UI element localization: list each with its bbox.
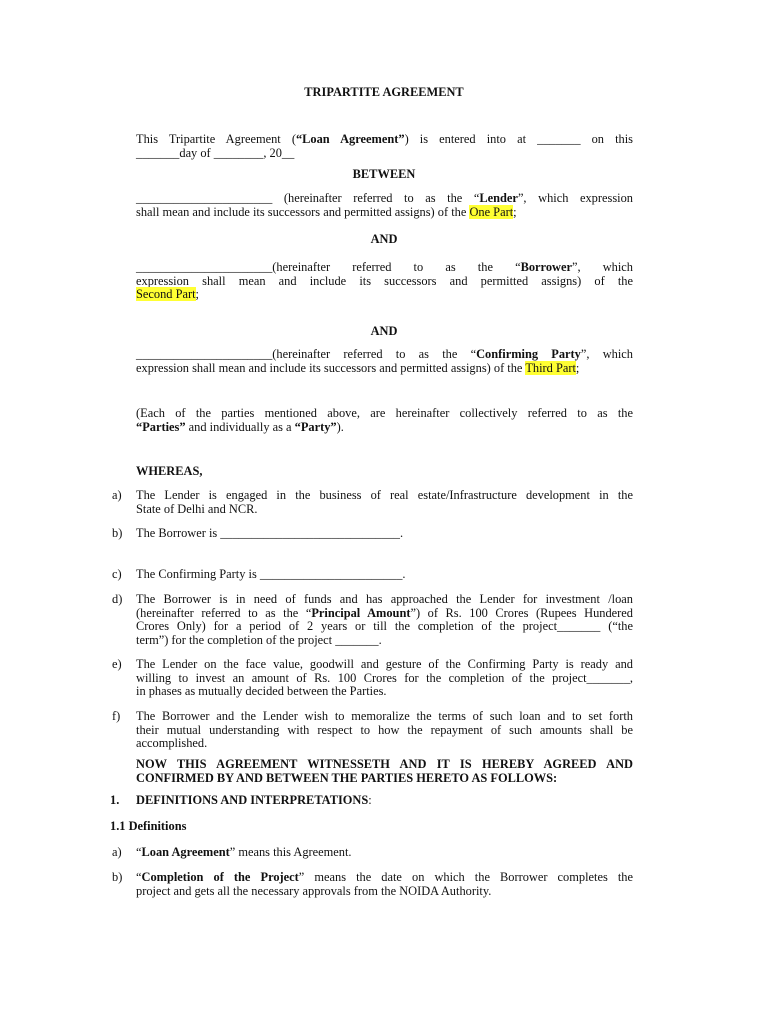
recital-a-marker: a) [112, 488, 122, 502]
loan-agreement-definition-term: Loan Agreement [141, 845, 230, 859]
and-heading-1: AND [370, 232, 398, 246]
whereas-heading: WHEREAS, [136, 464, 203, 478]
second-part-highlight: Second Part [136, 287, 196, 301]
definition-a: “Loan Agreement” means this Agreement. [136, 845, 352, 859]
between-heading: BETWEEN [352, 167, 416, 181]
definition-b: “Completion of the Project” means the date on which the Borrower completes the project and gets all the necessary approvals from the NOIDA Authority. [136, 870, 633, 898]
recital-f-marker: f) [112, 709, 121, 723]
borrower-paragraph: ______________________(hereinafter referred to as the “Borrower”, which expression shall mean and include its successors and permitted assigns) of the Second Part; [136, 260, 634, 301]
recital-d: The Borrower is in need of funds and has approached the Lender for investment /loan (hereinafter referred to as the “Principal Amount”) of Rs. 100 Crores (Rupees Hundered Crores Only) for a period of 2 years or till the completion of the project_______ (“the term”) for the completion of the project _______. [136, 592, 633, 647]
recital-b-marker: b) [112, 526, 123, 540]
and-heading-2: AND [370, 324, 398, 338]
witnesseth-paragraph: NOW THIS AGREEMENT WITNESSETH AND IT IS HEREBY AGREED AND CONFIRMED BY AND BETWEEN THE PARTIES HERETO AS FOLLOWS: [136, 757, 633, 785]
confirming-party-paragraph: ______________________(hereinafter referred to as the “Confirming Party”, which expression shall mean and include its successors and permitted assigns) of the Third Part; [136, 347, 633, 375]
intro-paragraph: This Tripartite Agreement (“Loan Agreement”) is entered into at _______ on this _______day of ________, 20__ [136, 132, 634, 160]
confirming-party-term: Confirming Party [476, 347, 581, 361]
lender-paragraph: ______________________ (hereinafter referred to as the “Lender”, which expression shall mean and include its successors and permitted assigns) of the One Part; [136, 191, 633, 219]
recital-f: The Borrower and the Lender wish to memoralize the terms of such loan and to set forth their mutual understanding with respect to how the repayment of such amounts shall be accomplished. [136, 709, 633, 750]
lender-term: Lender [479, 191, 518, 205]
section-1-heading: DEFINITIONS AND INTERPRETATIONS: [136, 793, 372, 807]
section-1-1-heading: 1.1 Definitions [110, 819, 187, 833]
recital-b: The Borrower is _____________________________. [136, 526, 404, 540]
section-1-number: 1. [110, 793, 120, 807]
recital-d-marker: d) [112, 592, 123, 606]
document-title: TRIPARTITE AGREEMENT [304, 85, 464, 99]
loan-agreement-term: “Loan Agreement” [295, 132, 405, 146]
recital-e: The Lender on the face value, goodwill and gesture of the Confirming Party is ready and willing to invest an amount of Rs. 100 Crores for the completion of the project_______, in phases as mutually decided between the Parties. [136, 657, 633, 698]
recital-a: The Lender is engaged in the business of real estate/Infrastructure development in the State of Delhi and NCR. [136, 488, 633, 516]
definition-b-marker: b) [112, 870, 123, 884]
parties-paragraph: (Each of the parties mentioned above, are hereinafter collectively referred to as the “Parties” and individually as a “Party”). [136, 406, 633, 434]
recital-c: The Confirming Party is _______________________. [136, 567, 406, 581]
recital-c-marker: c) [112, 567, 122, 581]
principal-amount-term: Principal Amount [311, 605, 411, 620]
one-part-highlight: One Part [469, 204, 514, 219]
completion-of-project-term: Completion of the Project [141, 870, 299, 884]
third-part-highlight: Third Part [525, 360, 576, 375]
borrower-term: Borrower [520, 260, 572, 274]
party-term: “Party” [294, 419, 337, 434]
recital-e-marker: e) [112, 657, 122, 671]
definition-a-marker: a) [112, 845, 122, 859]
parties-term: “Parties” [136, 419, 186, 434]
